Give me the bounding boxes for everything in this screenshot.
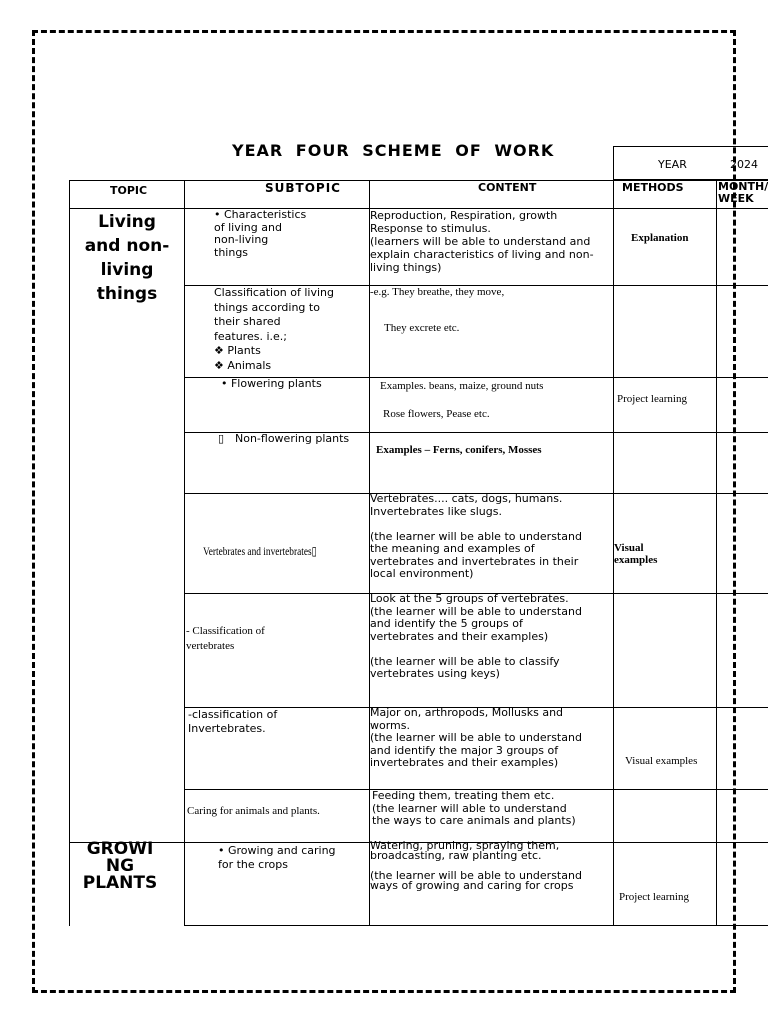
subtopic-characteristics: • Characteristics of living and non-living things	[214, 208, 307, 259]
header-topic: TOPIC	[110, 184, 148, 197]
year-box	[613, 146, 768, 180]
content-growing-crops: Watering, pruning, spraying them, broadcasting, raw planting etc. (the learner will be able to understand ways of growing and caring for crops	[370, 839, 582, 892]
subtopic-vertebrates-invertebrates: Vertebrates and invertebrates▯	[203, 544, 317, 558]
subtopic-flowering-plants: • Flowering plants	[221, 377, 322, 390]
subtopic-classification-invertebrates: -classification of Invertebrates.	[188, 708, 278, 735]
method-visual-examples-1: Visual examples	[614, 542, 658, 566]
content-flowering-examples: Examples. beans, maize, ground nuts	[380, 380, 544, 392]
content-vertebrates: Vertebrates.... cats, dogs, humans. Invertebrates like slugs. (the learner will be able to understand the meaning and examples of vertebrates and invertebrates in their local environment)	[370, 492, 582, 580]
content-classification-vertebrates: Look at the 5 groups of vertebrates. (the learner will be able to understand and identify the 5 groups of vertebrates and their examples) (the learner will be able to classify vertebrates using keys)	[370, 592, 582, 680]
content-non-flowering-examples: Examples – Ferns, conifers, Mosses	[376, 444, 542, 456]
header-methods: METHODS	[622, 181, 684, 194]
content-caring: Feeding them, treating them etc. (the learner will able to understand the ways to care animals and plants)	[372, 789, 576, 827]
subtopic-non-flowering: Non-flowering plants	[235, 432, 350, 445]
subtopic-caring-animals-plants: Caring for animals and plants.	[187, 805, 320, 817]
header-month-week: MONTH/ WEEK	[718, 180, 768, 205]
content-classification-invertebrates: Major on, arthropods, Mollusks and worms. (the learner will be able to understand and identify the major 3 groups of invertebrates and their examples)	[370, 706, 582, 769]
method-visual-examples-2: Visual examples	[625, 755, 698, 767]
subtopic-classification-vertebrates: - Classification of vertebrates	[186, 625, 265, 652]
year-label: YEAR	[658, 158, 687, 171]
content-classification-excrete: They excrete etc.	[384, 322, 460, 334]
topic-living-things: Living and non- living things	[84, 212, 170, 304]
subtopic-classification-living: Classification of living things according to their shared features. i.e.; ❖ Plants ❖ Animals	[214, 286, 335, 372]
method-explanation: Explanation	[631, 232, 689, 244]
subtopic-bullet-icon: ▯	[218, 432, 225, 445]
topic-growing-plants: GROWI NG PLANTS	[82, 839, 158, 893]
content-characteristics: Reproduction, Respiration, growth Response to stimulus. (learners will be able to understand and explain characteristics of living and non- living things)	[370, 209, 594, 274]
content-classification-eg: -e.g. They breathe, they move,	[370, 286, 505, 298]
document-title: YEAR FOUR SCHEME OF WORK	[232, 141, 555, 160]
method-project-learning: Project learning	[617, 393, 687, 405]
header-content: CONTENT	[478, 181, 537, 194]
header-subtopic: SUBTOPIC	[265, 181, 341, 195]
year-value: 2024	[730, 158, 758, 171]
content-flowering-rose: Rose flowers, Pease etc.	[383, 408, 490, 420]
subtopic-growing-caring-crops: • Growing and caring for the crops	[218, 844, 336, 871]
method-project-learning-2: Project learning	[619, 891, 689, 903]
